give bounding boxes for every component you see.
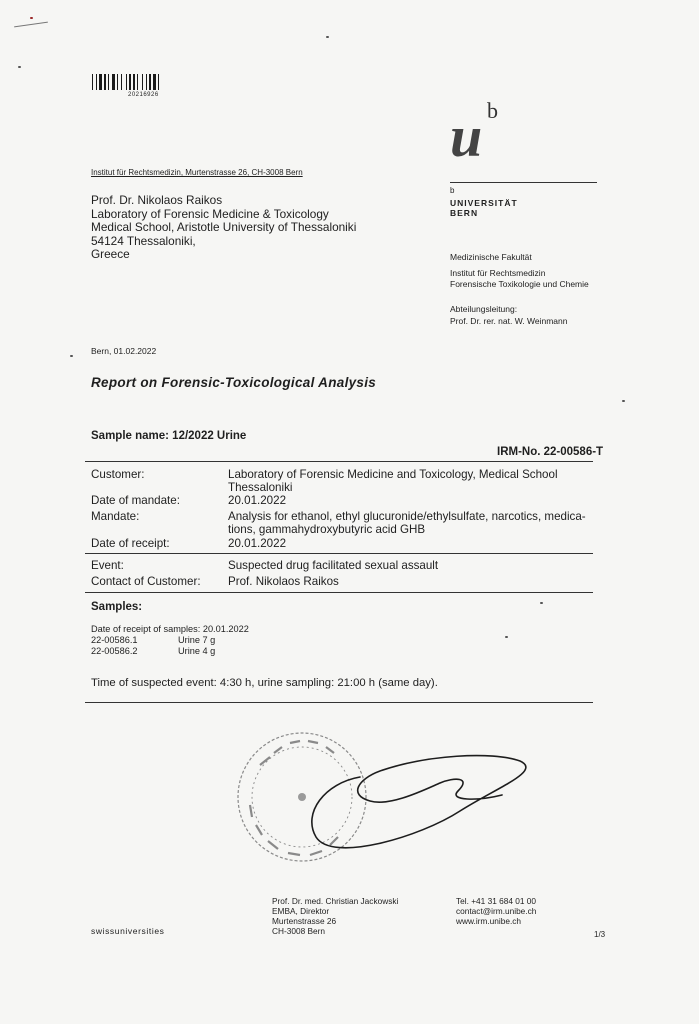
customer-value-line: Thessaloniki [228, 481, 293, 495]
director-line: Prof. Dr. med. Christian Jackowski [272, 896, 399, 906]
mandate-label: Mandate: [91, 510, 140, 523]
scan-speck [18, 66, 21, 68]
logo-divider [450, 182, 597, 183]
mandate-value-line: Analysis for ethanol, ethyl glucuronide/ethylsulfate, narcotics, medica- [228, 510, 586, 523]
swissuniversities-logo: swissuniversities [91, 926, 165, 936]
barcode-bar [121, 74, 122, 90]
barcode-bar [158, 74, 159, 90]
seal-and-signature [230, 725, 550, 875]
letter-date: Bern, 01.02.2022 [91, 346, 157, 356]
institution-line: Medizinische Fakultät [450, 252, 532, 262]
customer-value [228, 468, 600, 495]
barcode-bar [153, 74, 156, 90]
sample-description: Urine 4 g [178, 646, 216, 656]
section-rule [85, 702, 593, 703]
date-of-mandate-value: 20.01.2022 [228, 494, 287, 507]
barcode-bar [137, 74, 138, 90]
institution-line: Forensische Toxikologie und Chemie [450, 279, 589, 289]
section-rule [85, 553, 593, 554]
recipient-line: Prof. Dr. Nikolaos Raikos [91, 193, 223, 207]
barcode-bar [126, 74, 127, 90]
barcode-bar [129, 74, 131, 90]
contact-info [456, 896, 536, 926]
recipient-line: Medical School, Aristotle University of Thessaloniki [91, 220, 357, 235]
scan-speck [70, 355, 73, 357]
event-value: Suspected drug facilitated sexual assault [228, 559, 439, 572]
event-time-note: Time of suspected event: 4:30 h, urine sampling: 21:00 h (same day). [91, 677, 438, 689]
logo-small-b: b [450, 186, 455, 195]
contact-value: Prof. Nikolaos Raikos [228, 575, 339, 588]
sample-row [91, 635, 249, 646]
official-seal [238, 733, 366, 861]
director-line: EMBA, Direktor [272, 906, 330, 916]
page-number: 1/3 [594, 930, 606, 939]
barcode-bar [104, 74, 106, 90]
phone-number: Tel. +41 31 684 01 00 [456, 896, 537, 906]
sample-row [91, 646, 249, 657]
irm-number: IRM-No. 22-00586-T [497, 446, 604, 458]
barcode-number: 20216926 [128, 92, 159, 98]
samples-table [91, 624, 249, 657]
institution-block [450, 252, 589, 291]
department-head-line: Abteilungsleitung: [450, 304, 518, 314]
date-of-receipt-label: Date of receipt: [91, 537, 170, 550]
barcode-bar [112, 74, 115, 90]
report-title: Report on Forensic-Toxicological Analysis [91, 375, 377, 390]
section-rule [85, 592, 593, 593]
recipient-line: 54124 Thessaloniki, [91, 233, 196, 248]
recipient-address [91, 194, 356, 262]
barcode-bar [133, 74, 135, 90]
sample-name: Sample name: 12/2022 Urine [91, 430, 247, 442]
email-address: contact@irm.unibe.ch [456, 906, 537, 916]
university-name-line: BERN [450, 208, 479, 218]
scan-speck [622, 400, 625, 402]
barcode-bar [92, 74, 93, 90]
barcode-bar [99, 74, 102, 90]
department-head-line: Prof. Dr. rer. nat. W. Weinmann [450, 315, 568, 326]
barcode-bar [96, 74, 97, 90]
barcode [92, 74, 204, 92]
department-head-block [450, 304, 567, 327]
event-label: Event: [91, 559, 124, 572]
recipient-line: Greece [91, 247, 130, 262]
institution-line: Institut für Rechtsmedizin [450, 267, 546, 278]
website: www.irm.unibe.ch [456, 916, 522, 926]
scan-speck [540, 602, 543, 604]
date-of-mandate-label: Date of mandate: [91, 494, 180, 507]
contact-label: Contact of Customer: [91, 575, 201, 588]
signature [312, 756, 526, 848]
barcode-bar [108, 74, 109, 90]
director-line: CH-3008 Bern [272, 926, 326, 936]
university-name [450, 198, 518, 218]
date-of-receipt-value: 20.01.2022 [228, 537, 287, 550]
university-logo-b: b [487, 98, 498, 123]
scan-speck [326, 36, 329, 38]
university-logo-u: u [450, 104, 483, 169]
mandate-value-line: tions, gammahydroxybutyric acid GHB [228, 523, 426, 537]
director-line: Murtenstrasse 26 [272, 916, 337, 926]
mandate-value [228, 510, 600, 537]
scan-mark [14, 22, 48, 28]
scan-speck [30, 17, 33, 19]
barcode-bar [149, 74, 151, 90]
barcode-bar [142, 74, 143, 90]
scan-speck [505, 636, 508, 638]
table-top-rule [85, 461, 593, 462]
sample-description: Urine 7 g [178, 635, 216, 645]
barcode-bar [117, 74, 118, 90]
sample-id: 22-00586.2 [91, 646, 138, 656]
samples-heading: Samples: [91, 601, 143, 613]
samples-receipt-date: Date of receipt of samples: 20.01.2022 [91, 624, 249, 634]
recipient-line: Laboratory of Forensic Medicine & Toxicology [91, 206, 329, 221]
director-address [272, 896, 398, 936]
customer-label: Customer: [91, 468, 145, 481]
barcode-bar [146, 74, 147, 90]
customer-value-line: Laboratory of Forensic Medicine and Toxicology, Medical School [228, 468, 558, 481]
university-name-line: UNIVERSITÄT [450, 198, 518, 208]
sender-address-line: Institut für Rechtsmedizin, Murtenstrasse 26, CH-3008 Bern [91, 168, 303, 177]
sample-id: 22-00586.1 [91, 635, 138, 645]
